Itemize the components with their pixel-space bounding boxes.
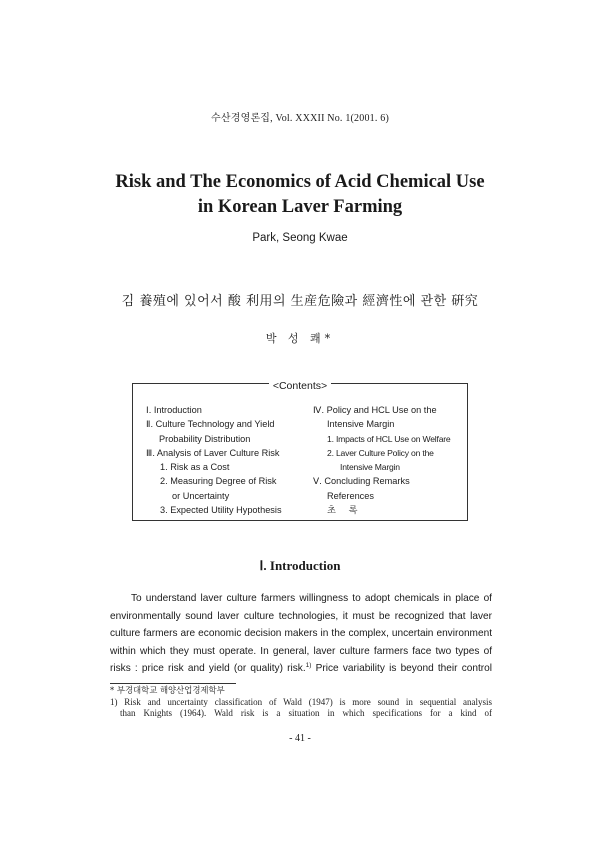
paper-title [0, 170, 600, 220]
toc-item: Ⅰ. Introduction [146, 405, 202, 415]
footnote-1-continued: than Knights (1964). Wald risk is a situation in which specifications for a kind of [120, 708, 492, 719]
section-heading: Ⅰ. Introduction [259, 558, 341, 573]
contents-left-column [146, 403, 296, 517]
footnote-marker: 1) [305, 662, 312, 670]
contents-label: <Contents> [0, 376, 600, 394]
toc-item: Ⅲ. Analysis of Laver Culture Risk [146, 447, 280, 458]
toc-item: Probability Distribution [159, 433, 251, 444]
paper-title-line-1: Risk and The Economics of Acid Chemical Use [115, 172, 485, 192]
author-name-korean: 박 성 쾌* [265, 332, 335, 345]
toc-item: Ⅴ. Concluding Remarks [313, 476, 410, 487]
toc-item: 2. Laver Culture Policy on the [327, 447, 434, 458]
toc-item: 1. Impacts of HCL Use on Welfare [327, 433, 451, 444]
paper-title-line-2: in Korean Laver Farming [197, 197, 403, 217]
toc-item: References [327, 490, 374, 501]
toc-item: 초 록 [327, 505, 358, 516]
body-line: within which they must operate. In general, laver culture farmers face two types of [110, 645, 492, 657]
footnote-1: 1) Risk and uncertainty classification of Wald (1947) is more sound in sequential analysis [110, 696, 492, 707]
author-name-english: Park, Seong Kwae [252, 232, 348, 244]
body-line: To understand laver culture farmers willingness to adopt chemicals in place of [131, 593, 492, 604]
footnote-rule [110, 683, 236, 684]
running-head: 수산경영론집, Vol. XXXII No. 1(2001. 6) [211, 113, 389, 124]
body-paragraph [110, 590, 492, 678]
toc-item: or Uncertainty [172, 490, 230, 501]
contents-right-column [313, 403, 461, 517]
footnotes [110, 685, 492, 720]
toc-item: Ⅳ. Policy and HCL Use on the [313, 405, 437, 415]
toc-item: 2. Measuring Degree of Risk [160, 476, 277, 487]
page-number: - 41 - [289, 733, 311, 744]
toc-item: Intensive Margin [340, 462, 400, 473]
toc-item: 3. Expected Utility Hypothesis [160, 505, 282, 516]
body-line-with-footnote: risks : price risk and yield (or quality) risk.$^{1)}$ Price variability is beyond their control [110, 662, 492, 675]
body-line: culture farmers are economic decision makers in the complex, uncertain environment [110, 628, 492, 640]
paper-title-korean: 김 養殖에 있어서 酸 利用의 生産危險과 經濟性에 관한 硏究 [121, 294, 479, 309]
toc-item: Ⅱ. Culture Technology and Yield [146, 419, 275, 430]
toc-item: 1. Risk as a Cost [160, 462, 230, 473]
body-line: environmentally sound laver culture technologies, it must be recognized that laver [110, 610, 492, 622]
footnote-affiliation: * 부경대학교 해양산업경제학부 [110, 685, 225, 695]
toc-item: Intensive Margin [327, 419, 395, 430]
